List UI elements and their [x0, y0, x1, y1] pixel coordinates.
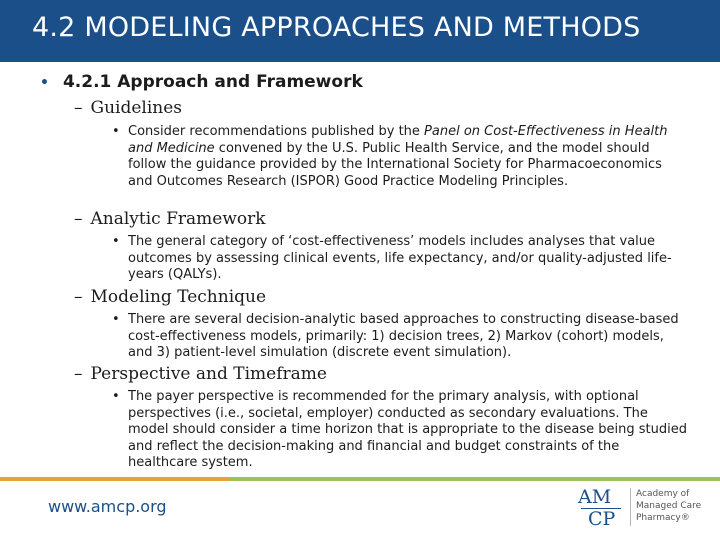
footer-url-link[interactable]: www.amcp.org	[48, 497, 167, 516]
text-part: The payer perspective is recommended for the primary analysis, with optional perspectives (i.e., societal, employer) conducted as secondary evaluations. The model should consider a time horizon that is appropriate to the disease being studied and reflect the decision-making and financial and budget constraints of the healthcare system.	[128, 389, 687, 470]
org-line: Pharmacy®	[636, 513, 690, 523]
text-part: There are several decision-analytic based approaches to constructing disease-based cost-effectiveness models, primarily: 1) decision trees, 2) Markov (cohort) models, and 3) patient-level simulation (discrete event simulation).	[128, 312, 679, 360]
footer-divider-green	[230, 477, 720, 481]
section-heading	[40, 72, 363, 92]
perspective-timeframe-text	[112, 389, 688, 472]
org-line: Academy of	[636, 489, 690, 499]
org-line: Managed Care	[636, 501, 702, 511]
logo-org-name	[636, 488, 701, 524]
dash-icon: –	[74, 209, 83, 229]
logo-divider	[630, 488, 631, 526]
title-bar	[0, 0, 720, 62]
logo-am-text: AM	[578, 486, 612, 508]
analytic-framework-text	[112, 234, 688, 284]
dash-icon: –	[74, 98, 83, 118]
panel-name-text: Panel on Cost-Effectiveness in Health and Medicine	[128, 124, 668, 156]
subheading-text: Modeling Technique	[90, 287, 267, 307]
section-heading-text: 4.2.1 Approach and Framework	[62, 72, 363, 92]
dot-icon: •	[112, 312, 120, 327]
subheading-analytic-framework	[74, 209, 266, 229]
subheading-text: Analytic Framework	[90, 209, 266, 229]
dot-icon: •	[112, 234, 120, 249]
text-part: convened by the U.S. Public Health Service, and the model should follow the guidance provided by the International Society for Pharmacoeconomics and Outcomes Research (ISPOR) Good Practice Modeling Principles.	[128, 140, 662, 189]
dot-icon: •	[112, 124, 120, 139]
subheading-perspective-timeframe	[74, 364, 327, 384]
footer-divider-orange	[0, 477, 230, 481]
footer-divider	[0, 477, 720, 481]
subheading-modeling-technique	[74, 287, 266, 307]
subheading-text: Guidelines	[90, 98, 183, 118]
slide-title: 4.2 MODELING APPROACHES AND METHODS	[32, 12, 641, 43]
logo-cp-text: CP	[588, 508, 616, 530]
modeling-technique-text	[112, 312, 688, 362]
text-part: Consider recommendations published by the	[128, 124, 425, 139]
text-part: The general category of ‘cost-effectiveness’ models includes analyses that value outcomes by assessing clinical events, life expectancy, and/or quality-adjusted life-years (QALYs).	[128, 234, 672, 282]
dash-icon: –	[74, 364, 83, 384]
dot-icon: •	[112, 389, 120, 404]
guidelines-text	[112, 124, 688, 190]
subheading-text: Perspective and Timeframe	[90, 364, 327, 384]
bullet-icon: •	[40, 75, 49, 91]
amcp-logo	[578, 486, 708, 530]
dash-icon: –	[74, 287, 83, 307]
subheading-guidelines	[74, 98, 182, 118]
